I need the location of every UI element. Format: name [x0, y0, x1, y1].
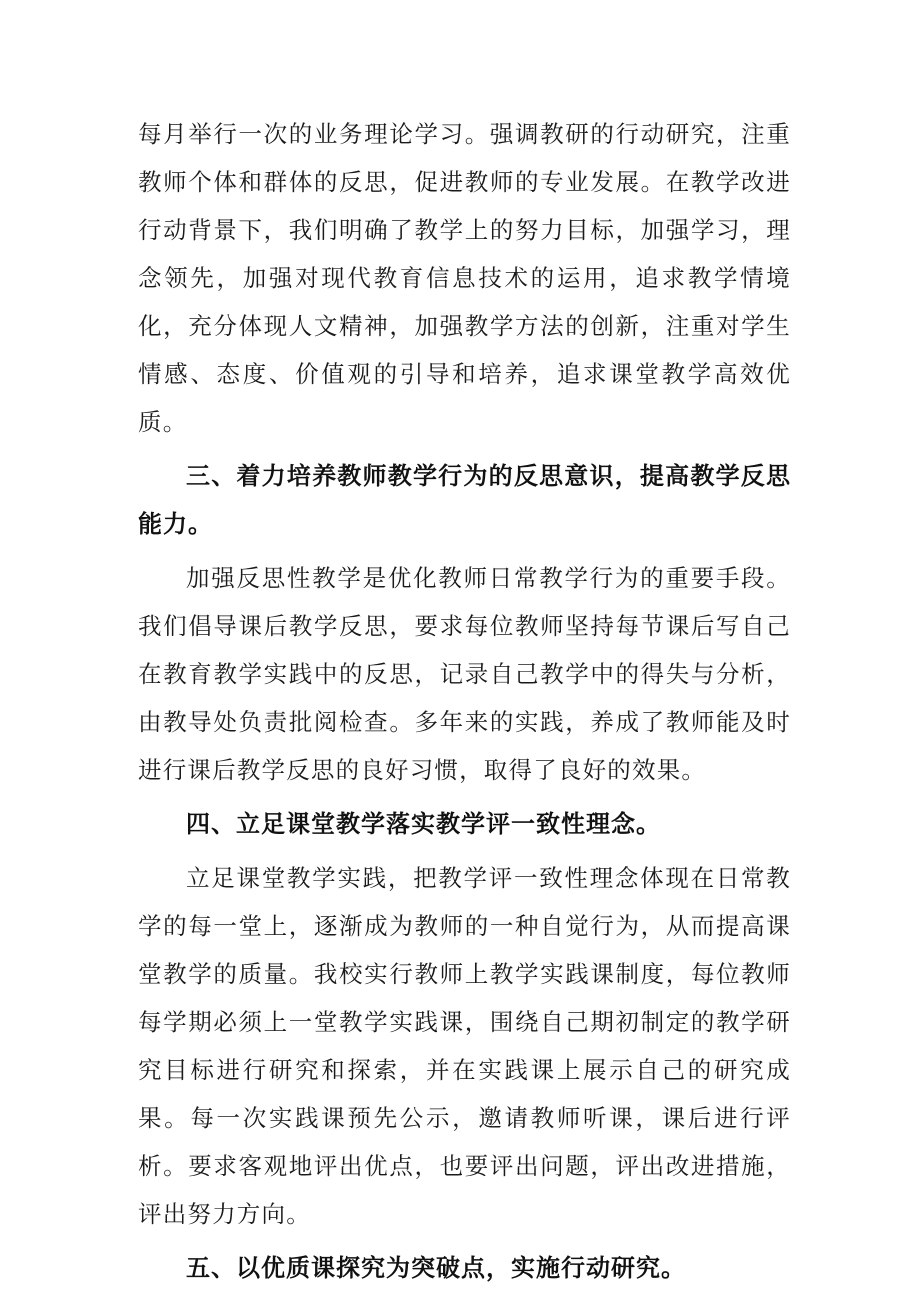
- paragraph-continuation: 每月举行一次的业务理论学习。强调教研的行动研究，注重教师个体和群体的反思，促进教师的专业发展。在教学改进行动背景下，我们明确了教学上的努力目标，加强学习，理念领先，加强对现代教育信息技术的运用，追求教学情境化，充分体现人文精神，加强教学方法的创新，注重对学生情感、态度、价值观的引导和培养，追求课堂教学高效优质。: [138, 120, 791, 436]
- section-heading-3: 三、着力培养教师教学行为的反思意识，提高教学反思能力。: [138, 462, 791, 538]
- paragraph-classroom-practice: 立足课堂教学实践，把教学评一致性理念体现在日常教学的每一堂上，逐渐成为教师的一种自觉行为，从而提高课堂教学的质量。我校实行教师上教学实践课制度，每位教师每学期必须上一堂教学实践课，围绕自己期初制定的教学研究目标进行研究和探索，并在实践课上展示自己的研究成果。每一次实践课预先公示，邀请教师听课，课后进行评析。要求客观地评出优点，也要评出问题，评出改进措施，评出努力方向。: [138, 864, 791, 1228]
- section-heading-5: 五、以优质课探究为突破点，实施行动研究。: [186, 1254, 686, 1282]
- document-body: [138, 110, 791, 1298]
- section-heading-4: 四、立足课堂教学落实教学评一致性理念。: [186, 810, 661, 838]
- paragraph-reflection: 加强反思性教学是优化教师日常教学行为的重要手段。我们倡导课后教学反思，要求每位教师坚持每节课后写自己在教育教学实践中的反思，记录自己教学中的得失与分析，由教导处负责批阅检查。多年来的实践，养成了教师能及时进行课后教学反思的良好习惯，取得了良好的效果。: [138, 564, 791, 784]
